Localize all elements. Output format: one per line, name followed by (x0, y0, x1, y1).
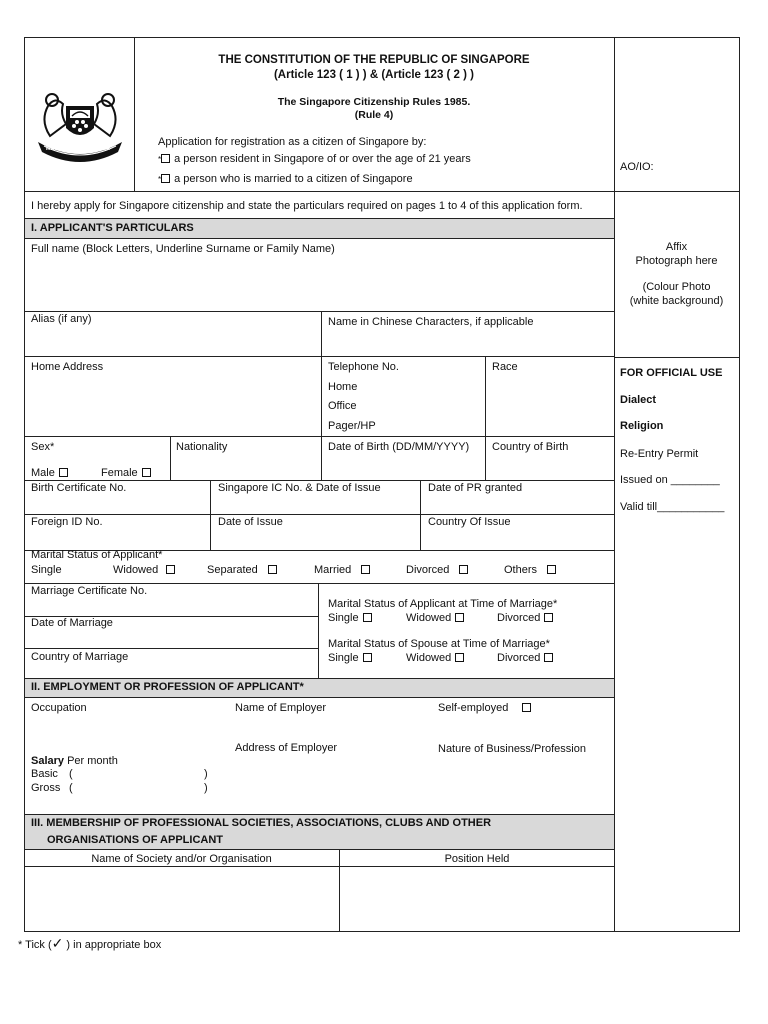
application-option-1 (158, 153, 471, 166)
rule-number: (Rule 4) (354, 109, 394, 121)
tick-footnote (18, 937, 161, 952)
section-1-title: I. APPLICANT'S PARTICULARS (31, 222, 194, 234)
gross-close-paren: ) (204, 782, 208, 794)
country-marriage-field[interactable]: Country of Marriage (31, 651, 129, 663)
option-2-label: a person who is married to a citizen of Singapore (174, 173, 413, 185)
home-address-field[interactable]: Home Address (31, 361, 104, 373)
male-checkbox[interactable] (59, 468, 68, 477)
self-employed-label: Self-employed (438, 702, 509, 714)
spouse-time-options (328, 652, 372, 665)
marriage-cert-field[interactable]: Marriage Certificate No. (31, 585, 148, 597)
gross-open-paren: ( (69, 782, 73, 794)
footnote-suffix: ) in appropriate box (63, 939, 162, 951)
marital-option-single (31, 564, 62, 577)
self-employed-option (438, 702, 531, 715)
tick-icon: ✓ (51, 935, 64, 951)
marital-option-married (314, 564, 370, 577)
marital-others-label: Others (504, 564, 538, 576)
official-religion: Religion (620, 420, 664, 432)
applicant-time-divorced-checkbox[interactable] (544, 613, 553, 622)
country-issue-field[interactable]: Country Of Issue (428, 516, 511, 528)
sex-female-option (101, 467, 151, 480)
female-checkbox[interactable] (142, 468, 151, 477)
telephone-field[interactable]: Telephone No. (328, 361, 399, 373)
marital-single-label: Single (31, 564, 62, 576)
photo-line-4: (white background) (629, 295, 724, 307)
singapore-crest-icon (30, 86, 130, 162)
spouse-time-single-label: Single (328, 652, 359, 664)
full-name-field[interactable]: Full name (Block Letters, Underline Surname or Family Name) (31, 243, 335, 255)
applicant-time-divorced (497, 612, 553, 625)
self-employed-checkbox[interactable] (522, 703, 531, 712)
position-column-header: Position Held (444, 853, 510, 865)
gross-salary-field[interactable] (31, 782, 211, 795)
marital-applicant-time-label: Marital Status of Applicant at Time of Marriage* (328, 598, 558, 610)
official-use-title: FOR OFFICIAL USE (620, 367, 723, 379)
basic-open-paren: ( (69, 768, 73, 780)
official-reentry: Re-Entry Permit (620, 448, 699, 460)
marital-option-separated (207, 564, 277, 577)
official-issued-on: Issued on ________ (620, 474, 720, 486)
position-held-cell[interactable] (340, 867, 614, 930)
official-valid-till: Valid till___________ (620, 501, 725, 513)
marital-widowed-label: Widowed (113, 564, 159, 576)
gross-label: Gross (31, 782, 61, 794)
applicant-time-single-label: Single (328, 612, 359, 624)
foreign-id-field[interactable]: Foreign ID No. (31, 516, 103, 528)
nationality-field[interactable]: Nationality (176, 441, 228, 453)
applicant-time-widowed-label: Widowed (406, 612, 452, 624)
marital-option-others (504, 564, 556, 577)
basic-label: Basic (31, 768, 58, 780)
date-pr-field[interactable]: Date of PR granted (428, 482, 523, 494)
option-1-mark: * (158, 155, 162, 164)
spouse-time-single-checkbox[interactable] (363, 653, 372, 662)
photo-line-3: (Colour Photo (642, 281, 711, 293)
marital-divorced-checkbox[interactable] (459, 565, 468, 574)
spouse-time-divorced (497, 652, 553, 665)
spouse-time-divorced-label: Divorced (497, 652, 541, 664)
female-label: Female (101, 467, 138, 479)
form-title: THE CONSTITUTION OF THE REPUBLIC OF SINGAPORE (218, 54, 530, 66)
application-option-2 (158, 173, 413, 186)
applicant-time-divorced-label: Divorced (497, 612, 541, 624)
employer-address-field[interactable]: Address of Employer (235, 742, 338, 754)
applicant-time-options (328, 612, 372, 625)
spouse-time-widowed-checkbox[interactable] (455, 653, 464, 662)
footnote-prefix: * Tick ( (18, 939, 52, 951)
section-3-title-line-2: ORGANISATIONS OF APPLICANT (47, 834, 223, 846)
nature-business-field[interactable]: Nature of Business/Profession (438, 743, 586, 755)
race-field[interactable]: Race (492, 361, 518, 373)
option-1-label: a person resident in Singapore of or over the age of 21 years (174, 153, 471, 165)
applicant-time-widowed-checkbox[interactable] (455, 613, 464, 622)
form-articles: (Article 123 ( 1 ) ) & (Article 123 ( 2 ) ) (273, 69, 475, 81)
basic-close-paren: ) (204, 768, 208, 780)
date-marriage-field[interactable]: Date of Marriage (31, 617, 113, 629)
alias-field[interactable]: Alias (if any) (31, 313, 92, 325)
employer-name-field[interactable]: Name of Employer (235, 702, 327, 714)
marital-separated-label: Separated (207, 564, 258, 576)
marital-widowed-checkbox[interactable] (166, 565, 175, 574)
applicant-time-widowed (406, 612, 464, 625)
chinese-name-field[interactable]: Name in Chinese Characters, if applicable (328, 316, 534, 328)
citizenship-rules: The Singapore Citizenship Rules 1985. (277, 96, 471, 108)
country-birth-field[interactable]: Country of Birth (492, 441, 569, 453)
photo-line-1: Affix (665, 241, 688, 253)
ao-io-label: AO/IO: (620, 161, 654, 173)
sg-ic-field[interactable]: Singapore IC No. & Date of Issue (218, 482, 381, 494)
occupation-field[interactable]: Occupation (31, 702, 87, 714)
sex-label: Sex* (31, 441, 55, 453)
option-2-checkbox[interactable] (161, 174, 170, 183)
date-issue-field[interactable]: Date of Issue (218, 516, 283, 528)
salary-label (31, 755, 118, 768)
basic-salary-field[interactable] (31, 768, 211, 781)
male-label: Male (31, 467, 55, 479)
telephone-office: Office (328, 400, 357, 412)
birth-cert-field[interactable]: Birth Certificate No. (31, 482, 127, 494)
marital-spouse-time-label: Marital Status of Spouse at Time of Marriage* (328, 638, 550, 650)
marital-status-label: Marital Status of Applicant* (31, 549, 163, 561)
sex-male-option (31, 467, 68, 480)
spouse-time-widowed-label: Widowed (406, 652, 452, 664)
photo-line-2: Photograph here (635, 255, 718, 267)
marital-divorced-label: Divorced (406, 564, 450, 576)
section-3-title-line-1: III. MEMBERSHIP OF PROFESSIONAL SOCIETIES, ASSOCIATIONS, CLUBS AND OTHER (31, 817, 492, 829)
marital-married-checkbox[interactable] (361, 565, 370, 574)
society-column-header: Name of Society and/or Organisation (91, 853, 272, 865)
salary-bold: Salary (31, 755, 65, 767)
marital-married-label: Married (314, 564, 352, 576)
telephone-home: Home (328, 381, 358, 393)
spouse-time-widowed (406, 652, 464, 665)
applicant-time-single-checkbox[interactable] (363, 613, 372, 622)
dob-field[interactable]: Date of Birth (DD/MM/YYYY) (328, 441, 470, 453)
official-dialect: Dialect (620, 394, 657, 406)
salary-rest: Per month (64, 755, 118, 767)
application-intro: Application for registration as a citizen of Singapore by: (158, 136, 427, 148)
marital-option-divorced (406, 564, 468, 577)
marital-others-checkbox[interactable] (547, 565, 556, 574)
crest-motto: MAJULAH SINGAPURA (46, 146, 111, 152)
society-name-cell[interactable] (25, 867, 338, 930)
option-1-checkbox[interactable] (161, 154, 170, 163)
declaration-text: I hereby apply for Singapore citizenship and state the particulars required on pages 1 to 4 of this application form. (31, 200, 583, 212)
section-2-title: II. EMPLOYMENT OR PROFESSION OF APPLICANT* (31, 681, 304, 693)
marital-separated-checkbox[interactable] (268, 565, 277, 574)
marital-option-widowed (113, 564, 175, 577)
spouse-time-divorced-checkbox[interactable] (544, 653, 553, 662)
option-2-mark: * (158, 175, 162, 184)
telephone-pager: Pager/HP (328, 420, 376, 432)
